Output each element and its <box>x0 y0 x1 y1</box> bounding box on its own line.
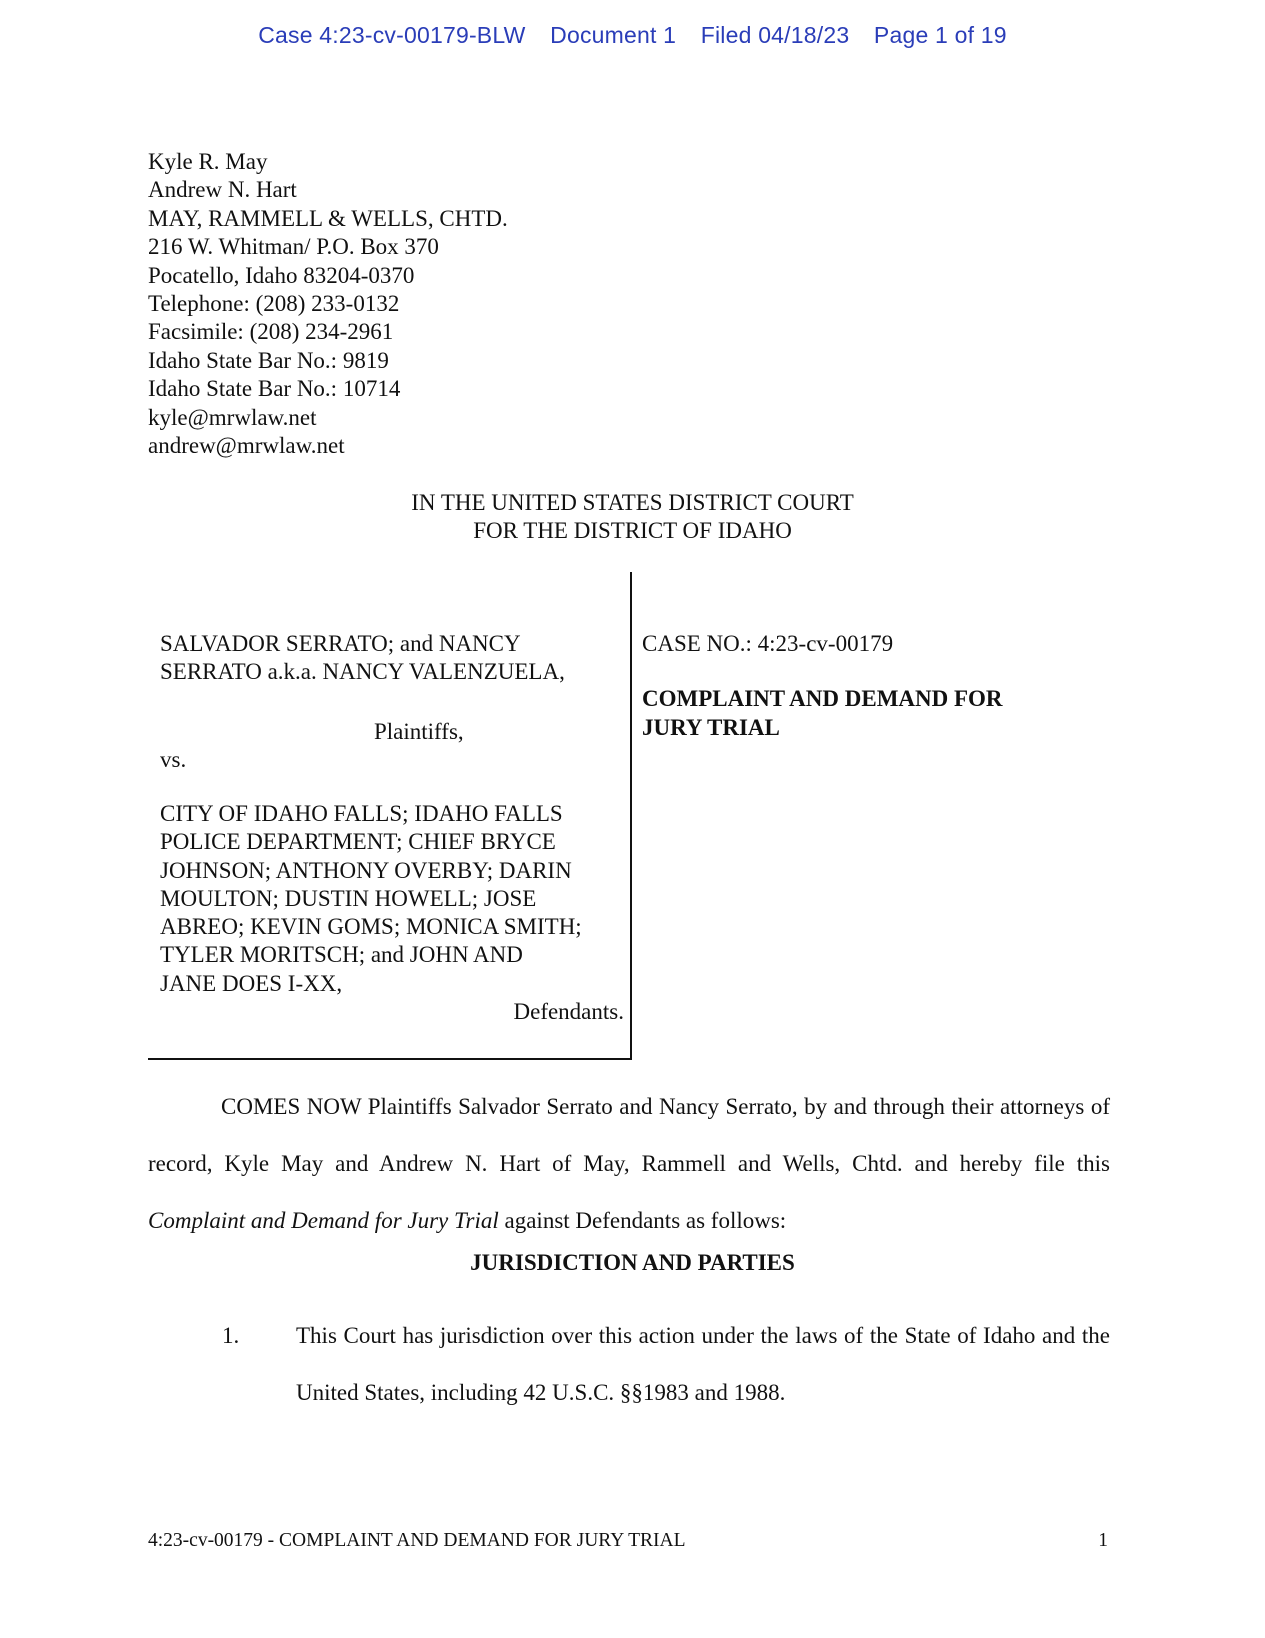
attorney-line: Facsimile: (208) 234-2961 <box>148 319 394 345</box>
header-case-number: Case 4:23-cv-00179-BLW <box>258 22 526 48</box>
defendant-name-line: ABREO; KEVIN GOMS; MONICA SMITH; <box>160 914 582 940</box>
defendant-name-line: MOULTON; DUSTIN HOWELL; JOSE <box>160 885 537 911</box>
attorney-line: Telephone: (208) 233-0132 <box>148 291 400 317</box>
attorney-line: Idaho State Bar No.: 10714 <box>148 376 401 402</box>
attorney-line: Idaho State Bar No.: 9819 <box>148 347 389 373</box>
defendants-label: Defendants. <box>513 999 624 1024</box>
ecf-header-stamp <box>0 22 1265 49</box>
defendant-name-line: CITY OF IDAHO FALLS; IDAHO FALLS <box>160 801 563 826</box>
footer-page-number: 1 <box>1098 1530 1108 1551</box>
attorney-line: Andrew N. Hart <box>148 177 297 203</box>
attorney-line: Pocatello, Idaho 83204-0370 <box>148 262 415 288</box>
caption-divider-vertical <box>630 572 632 1060</box>
defendant-name-line: TYLER MORITSCH; and JOHN AND <box>160 942 523 968</box>
case-number: CASE NO.: 4:23-cv-00179 <box>642 631 894 656</box>
court-name <box>0 489 1265 545</box>
document-title-line: JURY TRIAL <box>642 714 780 740</box>
attorney-block <box>148 148 508 460</box>
attorney-line: 216 W. Whitman/ P.O. Box 370 <box>148 234 439 260</box>
party-caption <box>160 630 624 1024</box>
intro-text-end: against Defendants as follows: <box>498 1208 787 1233</box>
footer-title: 4:23-cv-00179 - COMPLAINT AND DEMAND FOR JURY TRIAL <box>148 1530 686 1551</box>
paragraph-text: This Court has jurisdiction over this action under the laws of the State of Idaho and the United States, including 42 U.S.C. §§1983 and 1988. <box>296 1323 1110 1405</box>
header-filed-date: Filed 04/18/23 <box>700 22 850 48</box>
caption-divider-horizontal <box>148 1058 632 1060</box>
intro-document-reference: Complaint and Demand for Jury Trial <box>148 1208 499 1233</box>
document-title-line: COMPLAINT AND DEMAND FOR <box>642 686 1003 712</box>
document-title <box>642 685 1092 742</box>
header-page-count: Page 1 of 19 <box>873 22 1007 48</box>
attorney-email-link[interactable]: kyle@mrwlaw.net <box>148 404 317 430</box>
court-line: IN THE UNITED STATES DISTRICT COURT <box>411 490 854 515</box>
defendant-name-line: JANE DOES I-XX, <box>160 970 343 996</box>
plaintiff-name-line: SERRATO a.k.a. NANCY VALENZUELA, <box>160 659 565 685</box>
attorney-line: Kyle R. May <box>148 149 268 174</box>
defendant-name-line: JOHNSON; ANTHONY OVERBY; DARIN <box>160 857 572 883</box>
header-document: Document 1 <box>550 22 677 48</box>
attorney-line: MAY, RAMMELL & WELLS, CHTD. <box>148 205 508 231</box>
intro-paragraph <box>148 1078 1110 1249</box>
versus-label: vs. <box>160 747 187 772</box>
intro-text: COMES NOW Plaintiffs Salvador Serrato and Nancy Serrato, by and through their attorneys of record, Kyle May and Andrew N. Hart of May, Rammell and Wells, Chtd. and hereby file this <box>148 1094 1110 1176</box>
paragraph-number: 1. <box>222 1323 240 1348</box>
defendant-names <box>160 800 582 998</box>
attorney-email-link[interactable]: andrew@mrwlaw.net <box>148 433 345 459</box>
case-info <box>642 630 1092 742</box>
court-line: FOR THE DISTRICT OF IDAHO <box>473 518 792 543</box>
plaintiff-name-line: SALVADOR SERRATO; and NANCY <box>160 631 521 656</box>
defendant-name-line: POLICE DEPARTMENT; CHIEF BRYCE <box>160 829 556 855</box>
plaintiffs-label: Plaintiffs, <box>374 719 464 744</box>
section-heading: JURISDICTION AND PARTIES <box>470 1250 795 1275</box>
